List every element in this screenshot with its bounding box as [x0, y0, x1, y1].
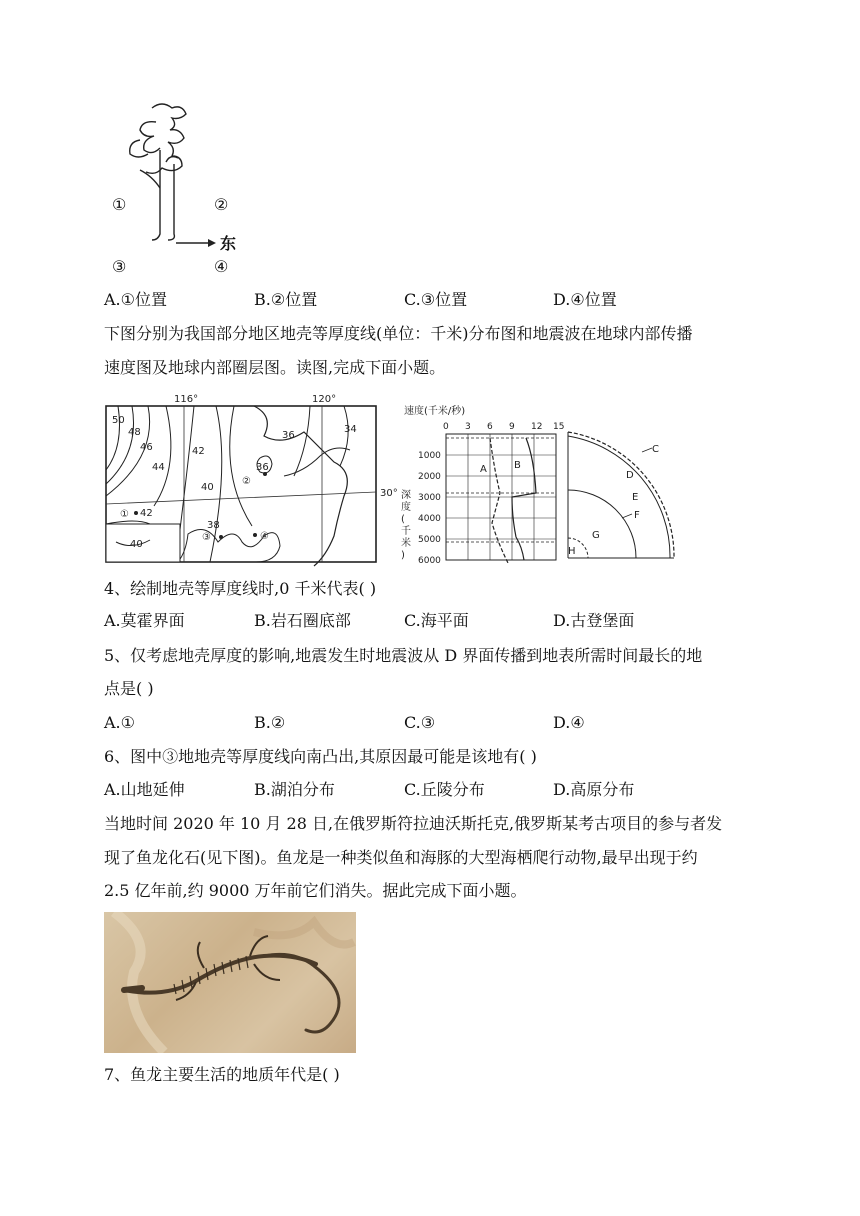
contour-label: 40	[201, 482, 214, 493]
layer-g-label: G	[592, 530, 600, 541]
q6-option-a[interactable]: A.山地延伸	[104, 780, 185, 799]
contour-label: 46	[140, 442, 153, 453]
curve-a-label: A	[480, 464, 487, 475]
q6-stem: 6、图中③地地壳等厚度线向南凸出,其原因最可能是该地有( )	[104, 747, 537, 766]
y-tick-label: 5000	[418, 535, 441, 545]
contour-label: 42	[140, 508, 153, 519]
position-4-label: ④	[214, 257, 229, 276]
map-point-3-dot	[219, 535, 223, 539]
lon-120-label: 120°	[312, 394, 337, 405]
y-tick-label: 2000	[418, 472, 441, 482]
q3-option-d[interactable]: D.④位置	[553, 290, 617, 309]
contour-label: 42	[192, 446, 205, 457]
q5-stem-line-2: 点是( )	[104, 679, 154, 698]
lon-116-label: 116°	[174, 394, 199, 405]
q4-option-a[interactable]: A.莫霍界面	[104, 611, 185, 630]
q5-option-a[interactable]: A.①	[104, 713, 135, 732]
q4-option-d[interactable]: D.古登堡面	[553, 611, 635, 630]
map-point-4-dot	[253, 533, 257, 537]
q4-options	[104, 610, 764, 632]
q4-option-b[interactable]: B.岩石圈底部	[254, 611, 351, 630]
y-axis-label-char: 度	[401, 502, 411, 513]
q5-option-c[interactable]: C.③	[404, 713, 436, 732]
intro2-line-2: 现了鱼龙化石(见下图)。鱼龙是一种类似鱼和海豚的大型海栖爬行动物,最早出现于约	[104, 848, 698, 867]
position-3-label: ③	[112, 257, 127, 276]
contour-label: 50	[112, 415, 125, 426]
x-tick-label: 9	[509, 422, 515, 432]
position-1-label: ①	[112, 195, 127, 214]
q3-option-a[interactable]: A.①位置	[104, 290, 167, 309]
x-tick-label: 12	[531, 422, 543, 432]
east-arrow-icon	[176, 238, 216, 248]
q6-option-c[interactable]: C.丘陵分布	[404, 780, 485, 799]
q3-option-b[interactable]: B.②位置	[254, 290, 318, 309]
curve-b-label: B	[514, 460, 521, 471]
seismic-velocity-chart	[396, 402, 566, 572]
q6-options	[104, 779, 764, 801]
y-tick-label: 3000	[418, 493, 441, 503]
crust-thickness-map	[104, 392, 404, 568]
contour-label: 38	[207, 520, 220, 531]
q6-option-d[interactable]: D.高原分布	[553, 780, 635, 799]
map-point-3-label: ③	[202, 532, 211, 543]
contour-label: 40	[130, 539, 143, 550]
layer-f-label: F	[634, 510, 640, 521]
y-axis-label-char: 深	[401, 490, 411, 501]
y-tick-label: 6000	[418, 556, 441, 566]
map-point-1-label: ①	[120, 509, 129, 520]
contour-label: 36	[282, 430, 295, 441]
map-point-2-label: ②	[242, 476, 251, 487]
curve-a	[490, 438, 508, 563]
intro2-line-3: 2.5 亿年前,约 9000 万年前它们消失。据此完成下面小题。	[104, 881, 527, 900]
q3-option-c[interactable]: C.③位置	[404, 290, 468, 309]
contour-label: 48	[128, 427, 141, 438]
y-axis-label-char: )	[401, 550, 405, 561]
q4-option-c[interactable]: C.海平面	[404, 611, 469, 630]
x-tick-label: 15	[553, 422, 565, 432]
layer-e-label: E	[632, 492, 639, 503]
intro1-line-1: 下图分别为我国部分地区地壳等厚度线(单位：千米)分布图和地震波在地球内部传播	[104, 324, 693, 343]
position-2-label: ②	[214, 195, 229, 214]
q5-option-b[interactable]: B.②	[254, 713, 286, 732]
q4-stem: 4、绘制地壳等厚度线时,0 千米代表( )	[104, 579, 377, 598]
x-tick-label: 3	[465, 422, 471, 432]
contour-label: 44	[152, 462, 165, 473]
layer-d-label: D	[626, 470, 634, 481]
chart-title: 速度(千米/秒)	[404, 406, 466, 417]
y-tick-label: 1000	[418, 451, 441, 461]
ichthyosaur-fossil-photo	[104, 912, 356, 1053]
contour-label: 36	[256, 462, 269, 473]
x-tick-label: 6	[487, 422, 493, 432]
east-label: 东	[220, 234, 237, 253]
layer-c-label: C	[652, 444, 659, 455]
map-point-4-label: ④	[260, 531, 269, 542]
q3-options	[104, 289, 764, 311]
intro1-line-2: 速度图及地球内部圈层图。读图,完成下面小题。	[104, 358, 446, 377]
y-axis-label-char: 米	[401, 538, 411, 549]
y-axis-label-char: (	[401, 514, 405, 525]
intro2-line-1: 当地时间 2020 年 10 月 28 日,在俄罗斯符拉迪沃斯托克,俄罗斯某考古项目的参与者发	[104, 814, 723, 833]
earth-layers-diagram	[566, 430, 676, 564]
q5-stem-line-1: 5、仅考虑地壳厚度的影响,地震发生时地震波从 D 界面传播到地表所需时间最长的地	[104, 646, 703, 665]
tree-figure	[104, 100, 264, 280]
lat-30-label: 30°	[380, 488, 398, 499]
tree-drawing	[104, 100, 264, 280]
y-tick-label: 4000	[418, 514, 441, 524]
x-tick-label: 0	[443, 422, 449, 432]
q6-option-b[interactable]: B.湖泊分布	[254, 780, 335, 799]
q5-options	[104, 712, 764, 734]
map-point-1-dot	[134, 511, 138, 515]
layer-h-label: H	[568, 546, 576, 557]
q7-stem: 7、鱼龙主要生活的地质年代是( )	[104, 1065, 340, 1084]
contour-label: 34	[344, 424, 357, 435]
y-axis-label-char: 千	[401, 526, 411, 537]
q5-option-d[interactable]: D.④	[553, 713, 585, 732]
